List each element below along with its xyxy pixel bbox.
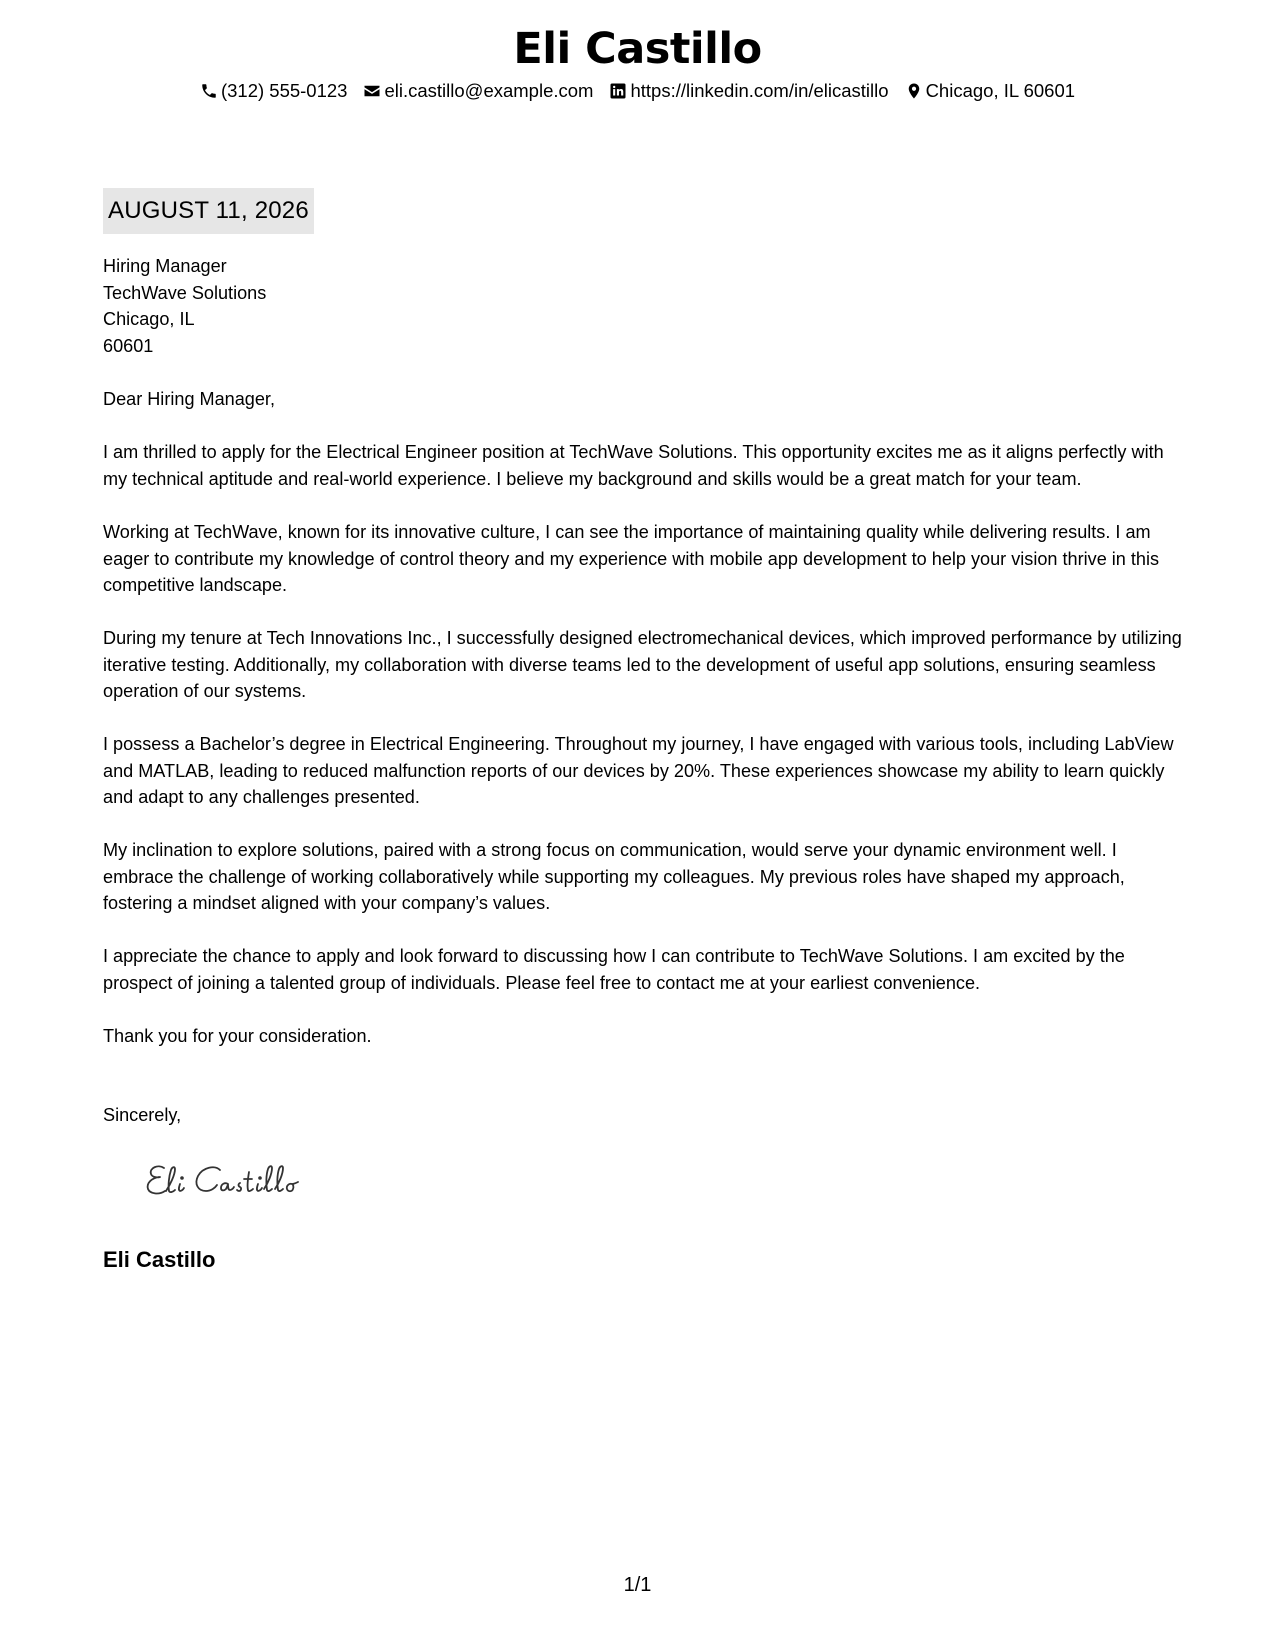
linkedin-icon bbox=[609, 82, 627, 100]
body-paragraph: I possess a Bachelor’s degree in Electrical Engineering. Throughout my journey, I have engaged with various tools, including LabView and MATLAB, leading to reduced malfunction reports of our devices by 20%. These experiences showcase my ability to learn quickly and adapt to any challenges presented. bbox=[103, 734, 1174, 807]
signer-name: Eli Castillo bbox=[103, 1247, 216, 1272]
phone-text[interactable]: (312) 555-0123 bbox=[220, 80, 348, 101]
body-paragraph: Working at TechWave, known for its innovative culture, I can see the importance of maintaining quality while delivering results. I am eager to contribute my knowledge of control theory and my experience with mobile app development to help your vision thrive in this competitive landscape. bbox=[103, 522, 1160, 595]
body-paragraph: During my tenure at Tech Innovations Inc., I successfully designed electromechanical devices, which improved performance by utilizing iterative testing. Additionally, my collaboration with diverse teams led to the development of useful app solutions, ensuring seamless operation of our systems. bbox=[103, 628, 1182, 701]
email-text[interactable]: eli.castillo@example.com bbox=[384, 80, 594, 101]
letter-date: AUGUST 11, 2026 bbox=[103, 188, 314, 234]
recipient-line: Hiring Manager bbox=[103, 256, 227, 276]
applicant-name-heading: Eli Castillo bbox=[513, 24, 762, 74]
contact-linkedin bbox=[609, 78, 888, 104]
body-paragraph: My inclination to explore solutions, paired with a strong focus on communication, would serve your dynamic environment well. I embrace the challenge of working collaboratively while supporting my colleagues. My previous roles have shaped my approach, fostering a mindset aligned with your company’s values. bbox=[103, 840, 1125, 913]
location-text: Chicago, IL 60601 bbox=[925, 80, 1076, 101]
map-pin-icon bbox=[905, 82, 923, 100]
recipient-block bbox=[103, 253, 1183, 359]
recipient-line: 60601 bbox=[103, 335, 154, 356]
contact-email bbox=[363, 78, 593, 104]
thank-you-line: Thank you for your consideration. bbox=[103, 1026, 372, 1046]
contact-phone bbox=[200, 78, 348, 104]
body-paragraph: I appreciate the chance to apply and look forward to discussing how I can contribute to TechWave Solutions. I am excited by the prospect of joining a talented group of individuals. Please feel free to contact me at your earliest convenience. bbox=[103, 946, 1125, 993]
body-paragraph: I am thrilled to apply for the Electrical Engineer position at TechWave Solutions. This opportunity excites me as it aligns perfectly with my technical aptitude and real-world experience. I believe my background and skills would be a great match for your team. bbox=[103, 442, 1164, 489]
page-number: 1/1 bbox=[623, 1574, 652, 1596]
contact-location bbox=[905, 78, 1075, 104]
contact-info-row bbox=[0, 78, 1275, 104]
recipient-line: Chicago, IL bbox=[103, 309, 195, 329]
phone-icon bbox=[200, 82, 218, 100]
recipient-line: TechWave Solutions bbox=[103, 282, 267, 303]
handwritten-signature bbox=[142, 1158, 322, 1208]
linkedin-text[interactable]: https://linkedin.com/in/elicastillo bbox=[630, 80, 889, 101]
salutation: Dear Hiring Manager, bbox=[103, 389, 275, 409]
envelope-icon bbox=[363, 82, 381, 100]
closing-line: Sincerely, bbox=[103, 1105, 182, 1125]
